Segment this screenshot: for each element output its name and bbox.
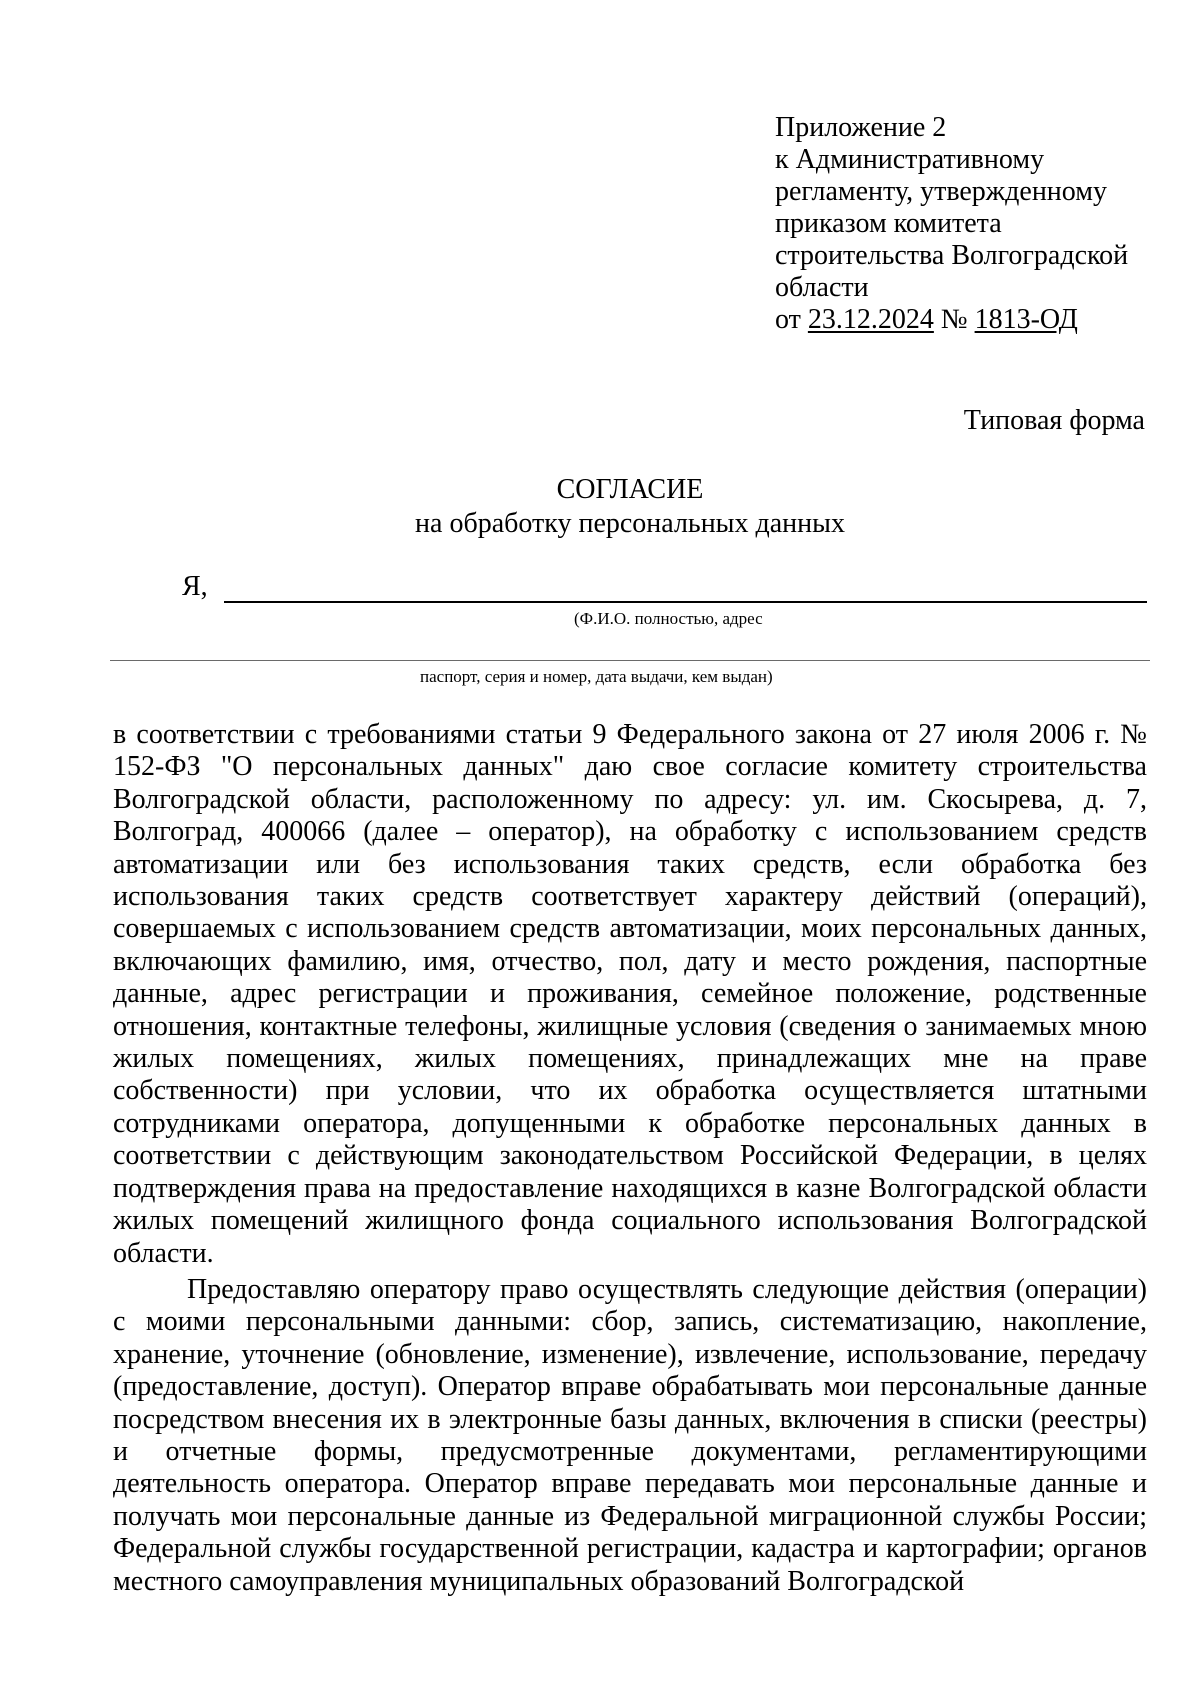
- document-subtitle: на обработку персональных данных: [415, 508, 845, 539]
- appendix-block: [775, 112, 1155, 336]
- appendix-line-4: приказом комитета: [775, 208, 1002, 239]
- document-title: СОГЛАСИЕ: [556, 474, 704, 505]
- applicant-hint-1: (Ф.И.О. полностью, адрес: [574, 609, 763, 628]
- consent-body: [113, 719, 1147, 1598]
- appendix-order-line: [775, 304, 1155, 336]
- appendix-line-2: к Административному: [775, 144, 1045, 175]
- order-number: 1813-ОД: [974, 304, 1078, 335]
- applicant-fill-line[interactable]: [224, 601, 1147, 603]
- form-type-label: Типовая форма: [963, 405, 1145, 436]
- applicant-hint-2: паспорт, серия и номер, дата выдачи, кем выдан): [420, 667, 773, 686]
- order-date: 23.12.2024: [807, 304, 934, 335]
- appendix-line-1: Приложение 2: [775, 112, 947, 143]
- consent-paragraph-1: в соответствии с требованиями статьи 9 Федерального закона от 27 июля 2006 г. № 152-ФЗ "О персональных данных" даю свое согласие комитету строительства Волгоградской области, расположенному по адресу: ул. им. Скосырева, д. 7, Волгоград, 400066 (далее – оператор), на обработку с использованием средств автоматизации или без использования таких средств, если обработка без использования таких средств соответствует характеру действий (операций), совершаемых с использованием средств автоматизации, моих персональных данных, включающих фамилию, имя, отчество, пол, дату и место рождения, паспортные данные, адрес регистрации и проживания, семейное положение, родственные отношения, контактные телефоны, жилищные условия (сведения о занимаемых мною жилых помещениях, жилых помещениях, принадлежащих мне на праве собственности) при условии, что их обработка осуществляется штатными сотрудниками оператора, допущенными к обработке персональных данных в соответствии с действующим законодательством Российской Федерации, в целях подтверждения права на предоставление находящихся в казне Волгоградской области жилых помещений жилищного фонда социального использования Волгоградской области.: [113, 719, 1147, 1269]
- applicant-fill-line-2[interactable]: [110, 660, 1150, 661]
- consent-paragraph-2: Предоставляю оператору право осуществлять следующие действия (операции) с моими персональными данными: сбор, запись, систематизацию, накопление, хранение, уточнение (обновление, изменение), извлечение, использование, передачу (предоставление, доступ). Оператор вправе обрабатывать мои персональные данные посредством внесения их в электронные базы данных, включения в списки (реестры) и отчетные формы, предусмотренные документами, регламентирующими деятельность оператора. Оператор вправе передавать мои персональные данные и получать мои персональные данные из Федеральной миграционной службы России; Федеральной службы государственной регистрации, кадастра и картографии; органов местного самоуправления муниципальных образований Волгоградской: [113, 1273, 1147, 1597]
- appendix-line-6: области: [775, 272, 869, 303]
- order-date-prefix: от: [775, 304, 808, 335]
- appendix-line-3: регламенту, утвержденному: [775, 176, 1107, 207]
- appendix-line-5: строительства Волгоградской: [775, 240, 1129, 271]
- order-number-prefix: №: [933, 304, 975, 335]
- applicant-label: Я,: [182, 571, 208, 602]
